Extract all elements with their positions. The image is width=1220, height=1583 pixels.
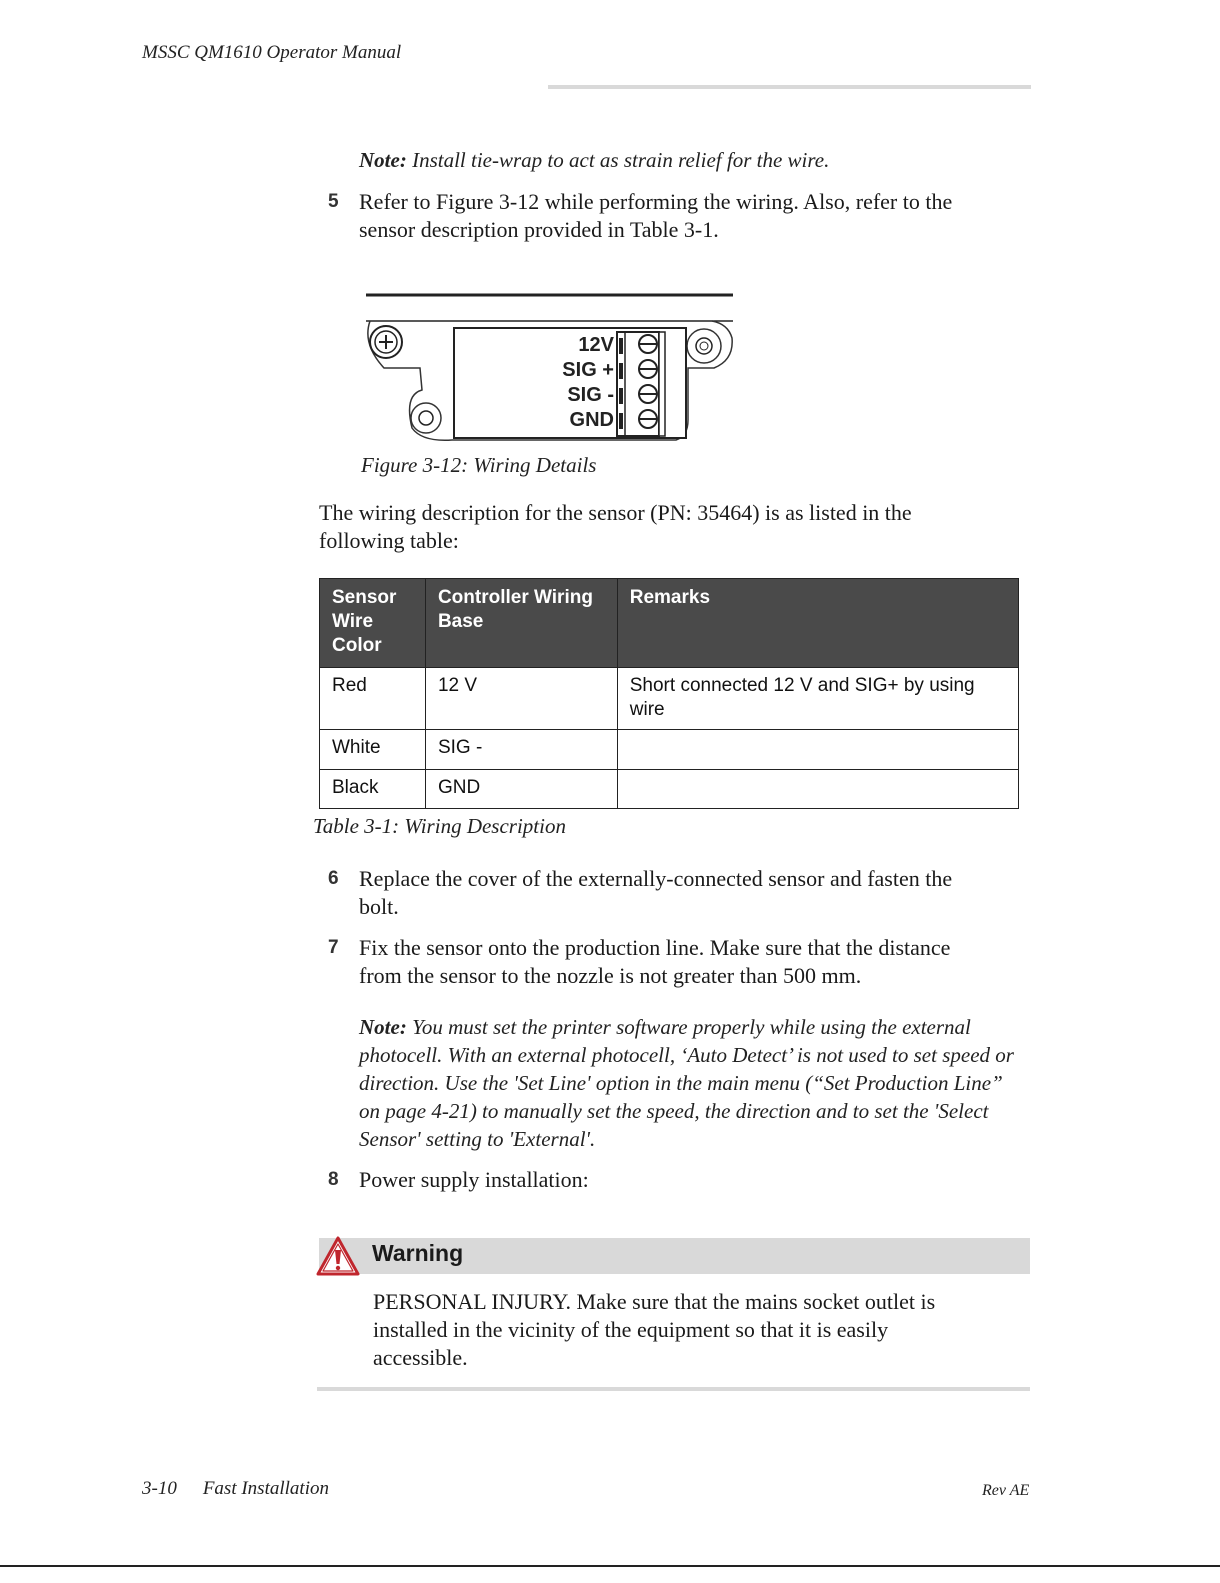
cell-wiring-base: SIG - <box>425 730 617 770</box>
step-5-text <box>359 188 952 244</box>
cell-wire-color: Red <box>320 668 426 730</box>
step-number-5: 5 <box>328 191 339 212</box>
header-rule <box>548 85 1031 89</box>
footer-revision: Rev AE <box>982 1482 1030 1499</box>
mounting-hole-icon <box>411 403 441 433</box>
step-number-6: 6 <box>328 868 339 889</box>
page-bottom-rule <box>0 1565 1220 1567</box>
cell-wire-color: Black <box>320 770 426 809</box>
terminal-label-gnd: GND <box>569 409 614 431</box>
step-6-line-1: Replace the cover of the externally-connected sensor and fasten the <box>359 866 953 891</box>
header-remarks: Remarks <box>617 579 1018 668</box>
warning-bottom-rule <box>317 1387 1030 1391</box>
step-7-line-1: Fix the sensor onto the production line. Make sure that the distance <box>359 935 951 960</box>
step-6-line-2: bolt. <box>359 894 399 919</box>
table-row <box>320 730 1019 770</box>
cell-remarks <box>617 730 1018 770</box>
note-2-line-2: photocell. With an external photocell, ‘Auto Detect’ is not used to set speed or <box>359 1043 1014 1067</box>
note-install-tie-wrap <box>359 146 829 174</box>
step-6-text <box>359 865 952 921</box>
intro-line-2: following table: <box>319 528 459 553</box>
terminal-label-12v: 12V <box>578 334 614 356</box>
step-5-line-2: sensor description provided in Table 3-1. <box>359 217 719 242</box>
table-row <box>320 770 1019 809</box>
cell-wiring-base: 12 V <box>425 668 617 730</box>
step-5-line-1: Refer to Figure 3-12 while performing the wiring. Also, refer to the <box>359 189 953 214</box>
note-2-line-5: Sensor' setting to 'External'. <box>359 1127 596 1151</box>
cell-wire-color: White <box>320 730 426 770</box>
step-number-7: 7 <box>328 937 339 958</box>
warning-triangle-icon <box>315 1235 361 1277</box>
warning-text <box>373 1288 935 1372</box>
note-text: Install tie-wrap to act as strain relief for the wire. <box>412 148 830 172</box>
figure-caption: Figure 3-12: Wiring Details <box>361 453 597 477</box>
table-caption: Table 3-1: Wiring Description <box>313 814 566 838</box>
cell-wiring-base: GND <box>425 770 617 809</box>
wiring-details-figure <box>362 290 742 450</box>
step-7-text <box>359 934 950 990</box>
note-external-photocell <box>359 1013 1039 1153</box>
cell-remarks: Short connected 12 V and SIG+ by using wire <box>617 668 1018 730</box>
warning-line-1: PERSONAL INJURY. Make sure that the mains socket outlet is <box>373 1289 936 1314</box>
terminal-label-sig-minus: SIG - <box>567 384 614 406</box>
terminal-label-sig-plus: SIG + <box>562 359 614 381</box>
table-header-row <box>320 579 1019 668</box>
table-row <box>320 668 1019 730</box>
footer-page-number: 3-10 <box>142 1478 177 1499</box>
intro-line-1: The wiring description for the sensor (PN: 35464) is as listed in the <box>319 500 912 525</box>
header-controller-wiring-base: Controller Wiring Base <box>425 579 617 668</box>
table-intro-text <box>319 499 912 555</box>
wiring-description-table <box>319 578 1019 809</box>
step-8-text: Power supply installation: <box>359 1167 589 1192</box>
footer-left <box>142 1478 329 1500</box>
note-label: Note: <box>359 1015 407 1039</box>
header-sensor-wire-color: Sensor Wire Color <box>320 579 426 668</box>
step-number-8: 8 <box>328 1169 339 1190</box>
note-2-line-4: on page 4-21) to manually set the speed, the direction and to set the 'Select <box>359 1099 989 1123</box>
note-2-line-1: You must set the printer software properly while using the external <box>412 1015 971 1039</box>
warning-title: Warning <box>372 1240 464 1266</box>
warning-line-3: accessible. <box>373 1345 468 1370</box>
screw-icon <box>370 326 402 358</box>
step-7-line-2: from the sensor to the nozzle is not greater than 500 mm. <box>359 963 862 988</box>
warning-line-2: installed in the vicinity of the equipment so that it is easily <box>373 1317 889 1342</box>
footer-section: Fast Installation <box>202 1478 329 1499</box>
note-label: Note: <box>359 148 407 172</box>
header-title: MSSC QM1610 Operator Manual <box>142 42 402 63</box>
mounting-hole-icon <box>687 329 721 363</box>
note-2-line-3: direction. Use the 'Set Line' option in the main menu (“Set Production Line” <box>359 1071 1003 1095</box>
cell-remarks <box>617 770 1018 809</box>
